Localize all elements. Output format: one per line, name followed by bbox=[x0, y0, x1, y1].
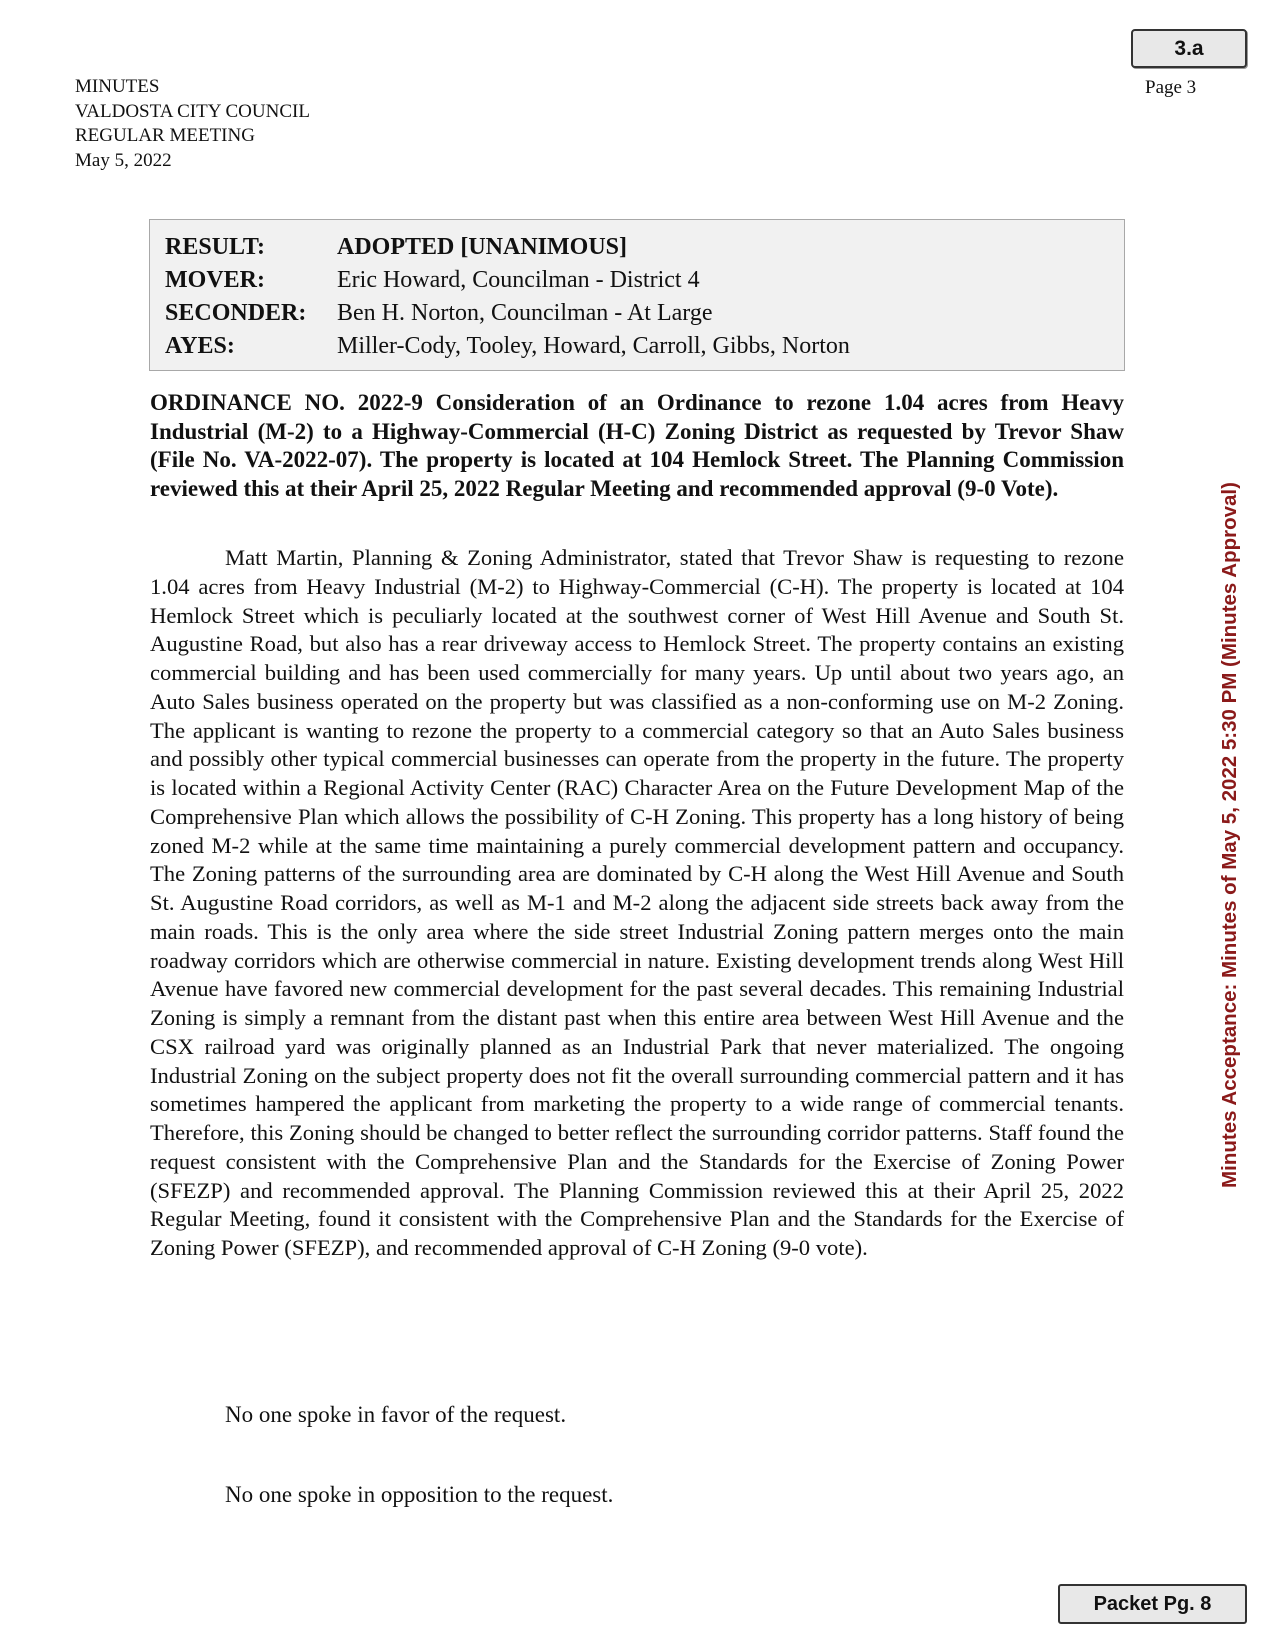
ayes-value: Miller-Cody, Tooley, Howard, Carroll, Gibbs, Norton bbox=[337, 333, 850, 359]
result-label: RESULT: bbox=[165, 234, 266, 260]
seconder-value: Ben H. Norton, Councilman - At Large bbox=[337, 300, 713, 326]
agenda-item-tag: 3.a bbox=[1131, 29, 1247, 68]
page-number: Page 3 bbox=[1145, 77, 1197, 98]
document-header bbox=[75, 75, 310, 173]
opposition-note: No one spoke in opposition to the request. bbox=[225, 1482, 614, 1507]
ayes-label: AYES: bbox=[165, 333, 235, 359]
mover-row bbox=[165, 264, 1124, 297]
vote-result-box bbox=[149, 219, 1125, 371]
ordinance-heading: ORDINANCE NO. 2022-9 Consideration of an Ordinance to rezone 1.04 acres from Heavy Industrial (M-2) to a Highway-Commercial (H-C) Zoning District as requested by Trevor Shaw (File No. VA-2022-07). The property is located at 104 Hemlock Street. The Planning Commission reviewed this at their April 25, 2022 Regular Meeting and recommended approval (9-0 Vote). bbox=[150, 390, 1124, 501]
packet-page-tag: Packet Pg. 8 bbox=[1058, 1584, 1247, 1624]
header-meeting-date: May 5, 2022 bbox=[75, 149, 172, 171]
staff-report-paragraph: Matt Martin, Planning & Zoning Administrator, stated that Trevor Shaw is requesting to rezone 1.04 acres from Heavy Industrial (M-2) to Highway-Commercial (C-H). The property is located at 104 Hemlock Street which is peculiarly located at the southwest corner of West Hill Avenue and South St. Augustine Road, but also has a rear driveway access to Hemlock Street. The property contains an existing commercial building and has been used commercially for many years. Up until about two years ago, an Auto Sales business operated on the property but was classified as a non-conforming use on M-2 Zoning. The applicant is wanting to rezone the property to a commercial category so that an Auto Sales business and possibly other typical commercial businesses can operate from the property in the future. The property is located within a Regional Activity Center (RAC) Character Area on the Future Development Map of the Comprehensive Plan which allows the possibility of C-H Zoning. This property has a long history of being zoned M-2 while at the same time maintaining a purely commercial development pattern and occupancy. The Zoning patterns of the surrounding area are dominated by C-H along the West Hill Avenue and South St. Augustine Road corridors, as well as M-1 and M-2 along the adjacent side streets back away from the main roads. This is the only area where the side street Industrial Zoning pattern merges onto the main roadway corridors which are otherwise commercial in nature. Existing development trends along West Hill Avenue have favored new commercial development for the past several decades. This remaining Industrial Zoning is simply a remnant from the distant past when this entire area between West Hill Avenue and the CSX railroad yard was originally planned as an Industrial Park that never materialized. The ongoing Industrial Zoning on the subject property does not fit the overall surrounding commercial pattern and it has sometimes hampered the applicant from marketing the property to a wide range of commercial tenants. Therefore, this Zoning should be changed to better reflect the surrounding corridor patterns. Staff found the request consistent with the Comprehensive Plan and the Standards for the Exercise of Zoning Power (SFEZP) and recommended approval. The Planning Commission reviewed this at their April 25, 2022 Regular Meeting, found it consistent with the Comprehensive Plan and the Standards for the Exercise of Zoning Power (SFEZP), and recommended approval of C-H Zoning (9-0 vote). bbox=[150, 545, 1124, 1260]
result-row bbox=[165, 231, 1124, 264]
mover-value: Eric Howard, Councilman - District 4 bbox=[337, 267, 700, 293]
minutes-acceptance-stamp: Minutes Acceptance: Minutes of May 5, 2022 5:30 PM (Minutes Approval) bbox=[1218, 482, 1241, 1188]
seconder-label: SECONDER: bbox=[165, 300, 307, 326]
header-minutes: MINUTES bbox=[75, 76, 160, 97]
result-value: ADOPTED [UNANIMOUS] bbox=[337, 234, 627, 260]
mover-label: MOVER: bbox=[165, 267, 265, 293]
header-council-name: VALDOSTA CITY COUNCIL bbox=[75, 100, 310, 122]
seconder-row bbox=[165, 297, 1124, 330]
ayes-row bbox=[165, 330, 1124, 363]
header-meeting-type: REGULAR MEETING bbox=[75, 125, 255, 146]
favor-note: No one spoke in favor of the request. bbox=[225, 1402, 567, 1427]
